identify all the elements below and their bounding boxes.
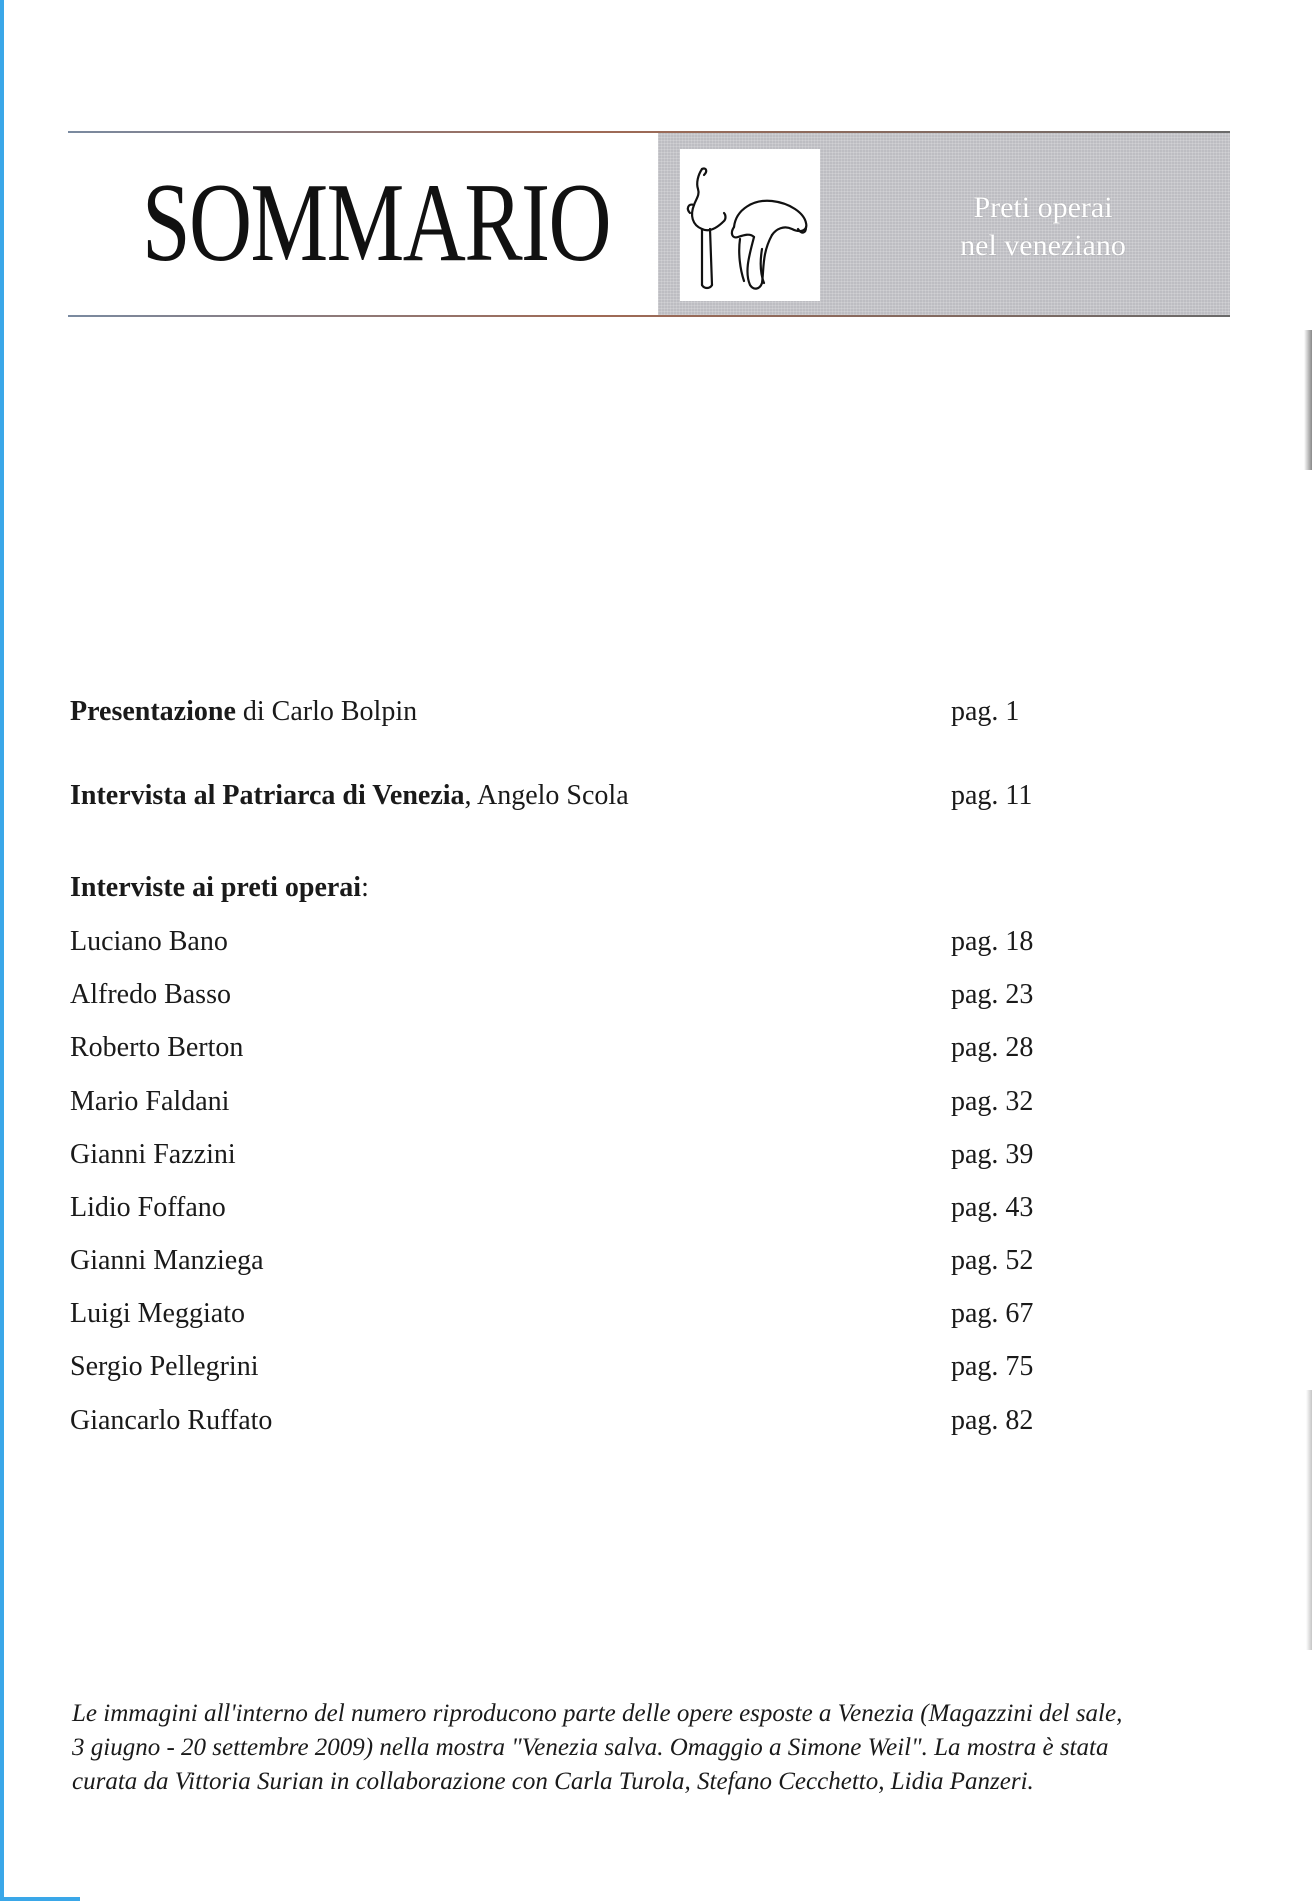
toc-entry-name: Luciano Bano — [70, 926, 228, 957]
banner-subtitle — [878, 189, 1208, 265]
scan-shadow-right — [1304, 330, 1312, 470]
toc-entry-author: di Carlo Bolpin — [235, 696, 418, 727]
toc-row — [70, 1294, 1070, 1334]
toc-entry-author: , Angelo Scola — [464, 780, 629, 811]
scan-edge-bottom — [0, 1897, 80, 1901]
toc-row — [70, 1135, 1070, 1175]
toc-entry-name: Giancarlo Ruffato — [70, 1405, 273, 1436]
toc-row-intervista — [70, 776, 1070, 816]
toc-row — [70, 1241, 1070, 1281]
toc-page: pag. 32 — [951, 1086, 1034, 1117]
toc-page: pag. 28 — [951, 1032, 1034, 1063]
toc-page: pag. 82 — [951, 1405, 1034, 1436]
toc-row — [70, 922, 1070, 962]
section-heading-colon: : — [361, 872, 369, 903]
banner-line-2: nel veneziano — [960, 229, 1126, 262]
toc-page: pag. 1 — [951, 696, 1020, 727]
toc-page: pag. 11 — [951, 780, 1033, 811]
section-heading-bold: Interviste ai preti operai — [70, 872, 362, 903]
toc-page: pag. 39 — [951, 1139, 1034, 1170]
toc-page: pag. 23 — [951, 979, 1034, 1010]
page-title: SOMMARIO — [142, 161, 611, 285]
scan-edge-left — [0, 0, 4, 1901]
footnote-line-2: 3 giugno - 20 settembre 2009) nella mostra "Venezia salva. Omaggio a Simone Weil". La mostra è stata — [72, 1734, 1109, 1761]
logo-icon — [680, 149, 820, 301]
footnote — [72, 1697, 1232, 1799]
toc-entry-bold: Presentazione — [70, 696, 236, 727]
header-rule-bottom — [68, 315, 1230, 317]
toc-page: pag. 18 — [951, 926, 1034, 957]
toc-row — [70, 1082, 1070, 1122]
banner-panel — [658, 133, 1230, 315]
toc-section-heading — [70, 868, 1070, 908]
toc-entry-name: Sergio Pellegrini — [70, 1351, 259, 1382]
toc-entry — [70, 776, 629, 816]
toc-entry-bold: Intervista al Patriarca di Venezia — [70, 780, 465, 811]
toc-row — [70, 975, 1070, 1015]
toc-entry-name: Lidio Foffano — [70, 1192, 226, 1223]
toc-entry-name: Alfredo Basso — [70, 979, 231, 1010]
toc-entry-name: Gianni Fazzini — [70, 1139, 236, 1170]
toc-page: pag. 67 — [951, 1298, 1034, 1329]
section-heading — [70, 868, 369, 908]
toc-row-presentazione — [70, 692, 1070, 732]
toc-entry-name: Gianni Manziega — [70, 1245, 264, 1276]
banner-line-1: Preti operai — [973, 191, 1113, 224]
toc-entry-name: Luigi Meggiato — [70, 1298, 245, 1329]
toc-row — [70, 1347, 1070, 1387]
footnote-line-3: curata da Vittoria Surian in collaborazione con Carla Turola, Stefano Cecchetto, Lidia Panzeri. — [72, 1768, 1034, 1795]
footnote-line-1: Le immagini all'interno del numero riproducono parte delle opere esposte a Venezia (Magazzini del sale, — [72, 1700, 1123, 1727]
toc-page: pag. 43 — [951, 1192, 1034, 1223]
toc-row — [70, 1401, 1070, 1441]
toc-entry — [70, 692, 417, 732]
header-band — [68, 131, 1230, 317]
toc-row — [70, 1188, 1070, 1228]
toc-entry-name: Roberto Berton — [70, 1032, 244, 1063]
toc-entry-name: Mario Faldani — [70, 1086, 230, 1117]
toc-row — [70, 1028, 1070, 1068]
toc-page: pag. 75 — [951, 1351, 1034, 1382]
scan-shadow-right-lower — [1306, 1390, 1312, 1650]
toc-page: pag. 52 — [951, 1245, 1034, 1276]
